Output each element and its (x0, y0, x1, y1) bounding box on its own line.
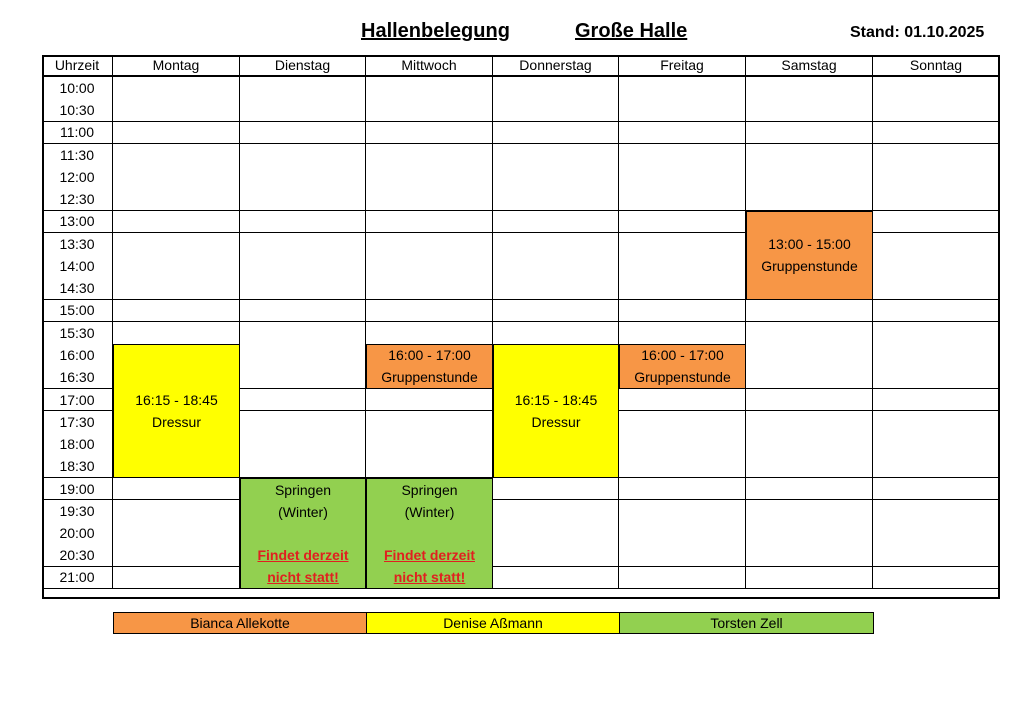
slot-cell (746, 544, 873, 567)
slot-cell (113, 300, 240, 323)
booking-label: Gruppenstunde (634, 369, 731, 386)
time-cell: 18:30 (42, 455, 113, 478)
slot-cell (113, 255, 240, 278)
slot-cell (113, 478, 240, 501)
time-cell: 16:30 (42, 366, 113, 389)
slot-cell (113, 77, 240, 100)
slot-cell (493, 322, 619, 345)
slot-cell (746, 433, 873, 456)
column-header-day: Dienstag (240, 55, 366, 77)
slot-cell (366, 455, 493, 478)
time-cell: 11:30 (42, 144, 113, 167)
slot-cell (240, 411, 366, 434)
slot-cell (366, 411, 493, 434)
slot-cell (873, 77, 1000, 100)
slot-cell (366, 255, 493, 278)
slot-cell (873, 300, 1000, 323)
slot-cell (746, 411, 873, 434)
slot-cell (493, 255, 619, 278)
slot-cell (746, 522, 873, 545)
booking-time: 16:00 - 17:00 (641, 347, 724, 364)
booking-label: (Winter) (278, 503, 328, 520)
slot-cell (493, 277, 619, 300)
slot-cell (493, 77, 619, 100)
slot-cell (619, 77, 746, 100)
slot-cell (240, 99, 366, 122)
slot-cell (873, 255, 1000, 278)
slot-cell (873, 478, 1000, 501)
slot-cell (366, 300, 493, 323)
slot-cell (240, 122, 366, 145)
time-cell: 11:00 (42, 122, 113, 145)
slot-cell (240, 255, 366, 278)
time-cell: 15:00 (42, 300, 113, 323)
slot-cell (746, 300, 873, 323)
slot-cell (619, 544, 746, 567)
slot-cell (746, 188, 873, 211)
legend-item: Torsten Zell (619, 612, 874, 634)
slot-cell (366, 166, 493, 189)
stand-date: Stand: 01.10.2025 (850, 24, 985, 41)
slot-cell (240, 233, 366, 256)
slot-cell (746, 366, 873, 389)
slot-cell (113, 233, 240, 256)
slot-cell (619, 433, 746, 456)
column-header-day: Samstag (746, 55, 873, 77)
time-cell: 13:00 (42, 211, 113, 234)
slot-cell (619, 277, 746, 300)
time-cell: 17:30 (42, 411, 113, 434)
column-header-time: Uhrzeit (42, 55, 113, 77)
slot-cell (113, 122, 240, 145)
column-header-day: Freitag (619, 55, 746, 77)
slot-cell (366, 322, 493, 345)
slot-cell (113, 500, 240, 523)
slot-cell (619, 478, 746, 501)
time-cell: 20:30 (42, 544, 113, 567)
column-header-day: Mittwoch (366, 55, 493, 77)
slot-cell (619, 233, 746, 256)
time-cell: 10:30 (42, 99, 113, 122)
slot-cell (113, 144, 240, 167)
slot-cell (619, 211, 746, 234)
booking-time: 16:15 - 18:45 (135, 391, 218, 408)
slot-cell (113, 99, 240, 122)
legend-item: Denise Aßmann (366, 612, 620, 634)
booking-block (493, 344, 619, 478)
time-cell: 14:00 (42, 255, 113, 278)
slot-cell (493, 500, 619, 523)
slot-cell (873, 144, 1000, 167)
booking-block (619, 344, 746, 389)
slot-cell (240, 77, 366, 100)
slot-cell (366, 277, 493, 300)
slot-cell (366, 188, 493, 211)
slot-cell (113, 522, 240, 545)
slot-cell (493, 233, 619, 256)
slot-cell (240, 300, 366, 323)
slot-cell (113, 188, 240, 211)
slot-cell (746, 166, 873, 189)
slot-cell (873, 322, 1000, 345)
slot-cell (619, 389, 746, 412)
time-cell: 19:30 (42, 500, 113, 523)
slot-cell (619, 144, 746, 167)
column-header-day: Montag (113, 55, 240, 77)
slot-cell (493, 99, 619, 122)
booking-time: Springen (274, 481, 332, 498)
booking-block (746, 211, 873, 300)
slot-cell (746, 322, 873, 345)
booking-label: Gruppenstunde (381, 369, 478, 386)
time-cell: 13:30 (42, 233, 113, 256)
slot-cell (746, 389, 873, 412)
slot-cell (873, 277, 1000, 300)
time-cell: 17:00 (42, 389, 113, 412)
time-cell: 10:00 (42, 77, 113, 100)
slot-cell (746, 344, 873, 367)
slot-cell (619, 166, 746, 189)
slot-cell (240, 366, 366, 389)
time-cell: 21:00 (42, 567, 113, 589)
booking-block (366, 344, 493, 389)
slot-cell (240, 389, 366, 412)
slot-cell (746, 478, 873, 501)
slot-cell (240, 455, 366, 478)
slot-cell (113, 211, 240, 234)
time-cell: 20:00 (42, 522, 113, 545)
legend-item: Bianca Allekotte (113, 612, 367, 634)
slot-cell (240, 433, 366, 456)
slot-cell (873, 411, 1000, 434)
booking-block (240, 478, 366, 589)
booking-time: Springen (401, 481, 458, 498)
slot-cell (746, 567, 873, 589)
slot-cell (240, 166, 366, 189)
slot-cell (113, 166, 240, 189)
slot-cell (619, 522, 746, 545)
slot-cell (240, 144, 366, 167)
slot-cell (113, 567, 240, 589)
booking-time: 16:00 - 17:00 (388, 347, 471, 364)
slot-cell (746, 122, 873, 145)
slot-cell (493, 144, 619, 167)
booking-block (113, 344, 240, 478)
slot-cell (619, 322, 746, 345)
slot-cell (873, 544, 1000, 567)
booking-note: Findet derzeit (383, 546, 475, 563)
slot-cell (366, 122, 493, 145)
time-cell: 19:00 (42, 478, 113, 501)
slot-cell (619, 500, 746, 523)
slot-cell (746, 77, 873, 100)
slot-cell (366, 433, 493, 456)
booking-label: Dressur (531, 413, 581, 430)
slot-cell (873, 211, 1000, 234)
time-cell: 14:30 (42, 277, 113, 300)
slot-cell (746, 455, 873, 478)
slot-cell (873, 344, 1000, 367)
schedule-table (42, 55, 1000, 599)
slot-cell (113, 322, 240, 345)
slot-cell (619, 567, 746, 589)
slot-cell (493, 166, 619, 189)
slot-cell (493, 300, 619, 323)
slot-cell (366, 233, 493, 256)
slot-cell (240, 188, 366, 211)
slot-cell (746, 144, 873, 167)
booking-time: 13:00 - 15:00 (768, 236, 851, 253)
slot-cell (873, 455, 1000, 478)
slot-cell (493, 122, 619, 145)
slot-cell (873, 522, 1000, 545)
slot-cell (619, 99, 746, 122)
booking-label: (Winter) (404, 503, 455, 520)
booking-note: Findet derzeit (257, 546, 349, 563)
slot-cell (493, 544, 619, 567)
page-title: Hallenbelegung (361, 20, 510, 42)
column-header-day: Donnerstag (493, 55, 619, 77)
slot-cell (619, 455, 746, 478)
slot-cell (873, 433, 1000, 456)
slot-cell (619, 122, 746, 145)
slot-cell (873, 188, 1000, 211)
slot-cell (873, 166, 1000, 189)
slot-cell (240, 322, 366, 345)
slot-cell (873, 389, 1000, 412)
slot-cell (366, 99, 493, 122)
slot-cell (240, 277, 366, 300)
slot-cell (366, 211, 493, 234)
slot-cell (493, 478, 619, 501)
slot-cell (619, 188, 746, 211)
booking-time: 16:15 - 18:45 (514, 391, 598, 408)
slot-cell (366, 144, 493, 167)
slot-cell (873, 99, 1000, 122)
slot-cell (240, 211, 366, 234)
slot-cell (366, 389, 493, 412)
hall-name: Große Halle (575, 20, 688, 42)
time-cell: 12:00 (42, 166, 113, 189)
booking-block (366, 478, 493, 589)
slot-cell (873, 122, 1000, 145)
slot-cell (113, 544, 240, 567)
time-cell: 12:30 (42, 188, 113, 211)
slot-cell (873, 233, 1000, 256)
slot-cell (493, 522, 619, 545)
slot-cell (619, 300, 746, 323)
time-cell: 15:30 (42, 322, 113, 345)
booking-note: nicht statt! (267, 568, 339, 585)
slot-cell (619, 255, 746, 278)
slot-cell (873, 567, 1000, 589)
slot-cell (873, 500, 1000, 523)
slot-cell (493, 188, 619, 211)
slot-cell (113, 277, 240, 300)
time-cell: 18:00 (42, 433, 113, 456)
slot-cell (240, 344, 366, 367)
slot-cell (366, 77, 493, 100)
slot-cell (619, 411, 746, 434)
booking-label: Dressur (151, 413, 201, 430)
time-cell: 16:00 (42, 344, 113, 367)
booking-label: Gruppenstunde (761, 258, 858, 275)
column-header-day: Sonntag (873, 55, 1000, 77)
slot-cell (493, 211, 619, 234)
slot-cell (873, 366, 1000, 389)
booking-note: nicht statt! (393, 568, 466, 585)
slot-cell (746, 99, 873, 122)
slot-cell (493, 567, 619, 589)
slot-cell (746, 500, 873, 523)
